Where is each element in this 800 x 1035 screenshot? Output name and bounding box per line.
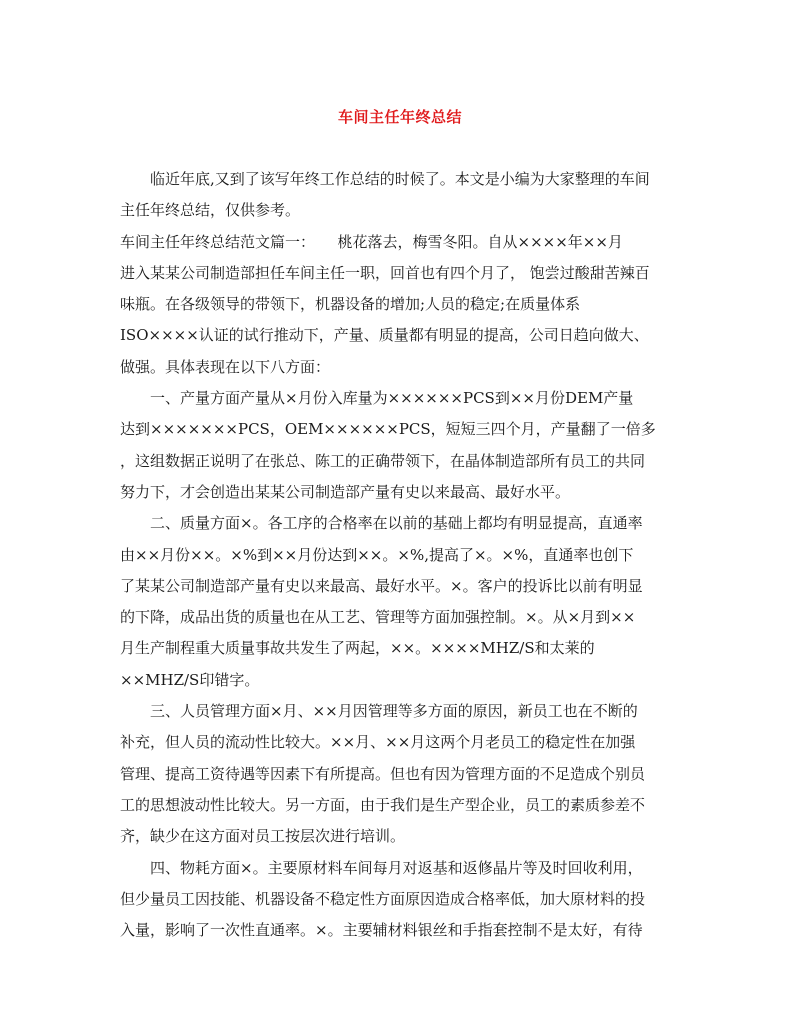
paragraph-line: 主任年终总结，仅供参考。: [120, 201, 301, 220]
paragraph-line: 三、人员管理方面×月、××月因管理等多方面的原因，新员工也在不断的: [120, 702, 638, 721]
paragraph-line: 车间主任年终总结范文篇一： 桃花落去，梅雪冬阳。自从××××年××月: [120, 232, 623, 251]
paragraph-line: 达到×××××××PCS，OEM××××××PCS，短短三四个月，产量翻了一倍多: [120, 420, 656, 439]
paragraph-line: 由××月份××。×%到××月份达到××。×%,提高了×。×%，直通率也创下: [120, 545, 634, 564]
paragraph-line: 味瓶。在各级领导的带领下，机器设备的增加;人员的稳定;在质量体系: [120, 295, 581, 314]
paragraph-line: 月生产制程重大质量事故共发生了两起，××。××××MHZ/S和太莱的: [120, 639, 595, 658]
paragraph-line: 一、产量方面产量从×月份入库量为××××××PCS到××月份DEM产量: [120, 389, 634, 408]
paragraph-line: 二、质量方面×。各工序的合格率在以前的基础上都均有明显提高，直通率: [120, 514, 643, 533]
paragraph-line: 的下降，成品出货的质量也在从工艺、管理等方面加强控制。×。从×月到××: [120, 608, 636, 627]
document-title: 车间主任年终总结: [337, 108, 462, 126]
paragraph-line: 了某某公司制造部产量有史以来最高、最好水平。×。客户的投诉比以前有明显: [120, 576, 643, 595]
paragraph-line: 管理、提高工资待遇等因素下有所提高。但也有因为管理方面的不足造成个别员: [120, 764, 646, 783]
paragraph-line: 齐，缺少在这方面对员工按层次进行培训。: [120, 827, 406, 846]
paragraph-line: 入量，影响了一次性直通率。×。主要辅材料银丝和手指套控制不是太好，有待: [120, 921, 643, 940]
paragraph-line: 补充，但人员的流动性比较大。××月、××月这两个月老员工的稳定性在加强: [120, 733, 636, 752]
paragraph-line: 努力下，才会创造出某某公司制造部产量有史以来最高、最好水平。: [120, 482, 571, 501]
paragraph-line: 但少量员工因技能、机器设备不稳定性方面原因造成合格率低，加大原材料的投: [120, 889, 646, 908]
paragraph-line: 四、物耗方面×。主要原材料车间每月对返基和返修晶片等及时回收利用，: [120, 858, 643, 877]
paragraph-line: 做强。具体表现在以下八方面：: [120, 357, 331, 376]
paragraph-line: ISO××××认证的试行推动下，产量、质量都有明显的提高，公司日趋向做大、: [120, 326, 649, 345]
paragraph-line: 工的思想波动性比较大。另一方面，由于我们是生产型企业，员工的素质参差不: [120, 795, 646, 814]
paragraph-line: ××MHZ/S印错字。: [120, 670, 260, 689]
paragraph-line: ，这组数据正说明了在张总、陈工的正确带领下，在晶体制造部所有员工的共同: [120, 451, 646, 470]
paragraph-line: 临近年底,又到了该写年终工作总结的时候了。本文是小编为大家整理的车间: [120, 170, 650, 188]
document-body: [120, 164, 686, 946]
paragraph-line: 进入某某公司制造部担任车间主任一职，回首也有四个月了， 饱尝过酸甜苦辣百: [120, 263, 650, 282]
